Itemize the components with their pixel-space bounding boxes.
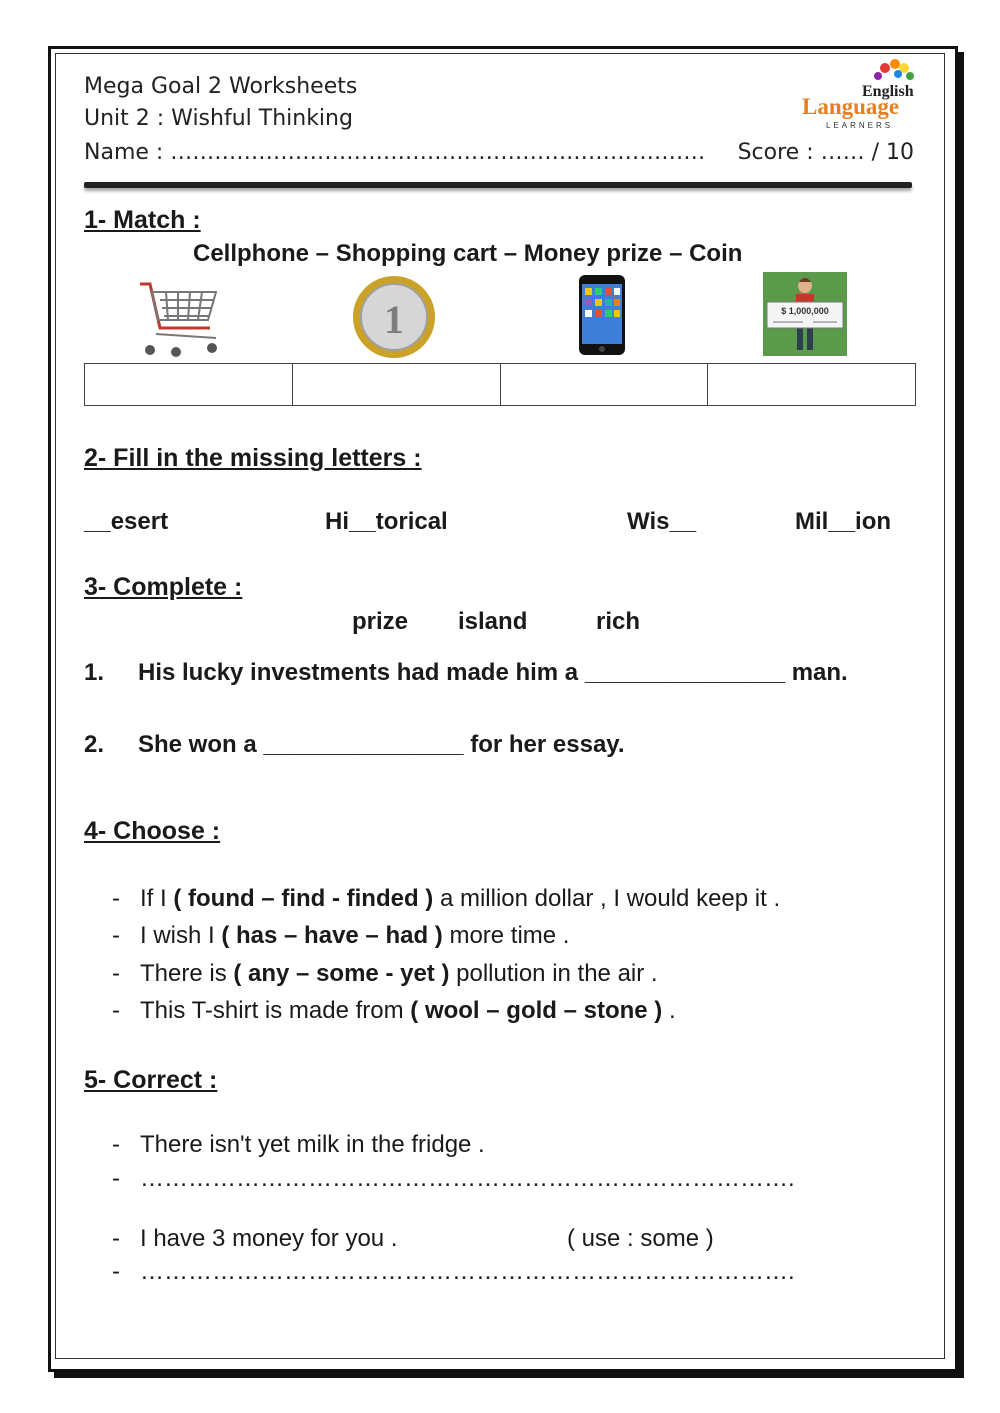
missing-letter-word[interactable]: Wis__ (627, 508, 697, 535)
choose-item[interactable]: - There is ( any – some - yet ) pollution in the air . (112, 960, 658, 987)
coin-image (350, 275, 438, 359)
correct-hint: ( use : some ) (567, 1225, 714, 1252)
logo-english: English (862, 83, 914, 100)
answer-line[interactable]: - ………………………………………………………………………. (112, 1258, 795, 1285)
answer-dots: ………………………………………………………………………. (140, 1165, 795, 1192)
complete-item-number: 2. (84, 731, 105, 758)
logo-language: Language (802, 94, 900, 119)
match-word-bank: Cellphone – Shopping cart – Money prize – Coin (193, 240, 743, 267)
prize-amount: $ 1,000,000 (781, 306, 829, 316)
word-bank-item: rich (596, 608, 641, 635)
word-bank-item: island (458, 608, 528, 635)
choose-before: There is (140, 960, 234, 987)
score-field: Score : …… / 10 (737, 140, 914, 165)
answer-dots: ………………………………………………………………………. (140, 1258, 795, 1285)
shopping-cart-image (136, 278, 222, 358)
section-1-title: 1- Match : (84, 206, 201, 234)
missing-letter-word[interactable]: Hi__torical (325, 508, 448, 535)
money-prize-image (763, 272, 847, 356)
answer-cell[interactable] (85, 364, 293, 406)
worksheet-title: Mega Goal 2 Worksheets (84, 74, 358, 99)
choose-after: pollution in the air . (449, 960, 658, 987)
complete-item-number: 1. (84, 659, 105, 686)
correct-sentence: There isn't yet milk in the fridge . (140, 1131, 485, 1158)
choose-after: more time . (442, 922, 570, 949)
choose-before: If I (140, 885, 174, 912)
choose-options[interactable]: ( any – some - yet ) (233, 960, 450, 987)
choose-item[interactable]: - This T-shirt is made from ( wool – gold – stone ) . (112, 997, 676, 1024)
cellphone-image (578, 274, 626, 356)
word-bank-item: prize (352, 608, 409, 635)
choose-item[interactable]: - If I ( found – find - finded ) a million dollar , I would keep it . (112, 885, 781, 912)
correct-item: - I have 3 money for you . (112, 1225, 398, 1252)
choose-options[interactable]: ( has – have – had ) (221, 922, 443, 949)
section-2-title: 2- Fill in the missing letters : (84, 444, 422, 472)
choose-after: . (662, 997, 676, 1024)
coin-value: 1 (384, 297, 404, 342)
answer-cell[interactable] (708, 364, 916, 406)
shopping-cart-icon (140, 284, 216, 338)
choose-options[interactable]: ( wool – gold – stone ) (410, 997, 663, 1024)
name-field[interactable]: Name : ……………………………………………….……………… (84, 140, 706, 165)
hands-logo-icon (874, 59, 914, 80)
correct-sentence: I have 3 money for you . (140, 1225, 398, 1252)
section-4-title: 4- Choose : (84, 817, 221, 845)
header-divider (84, 182, 912, 188)
choose-after: a million dollar , I would keep it . (433, 885, 781, 912)
logo-learners: LEARNERS (826, 121, 894, 130)
answer-cell[interactable] (500, 364, 708, 406)
choose-before: This T-shirt is made from (140, 997, 411, 1024)
complete-sentence[interactable]: His lucky investments had made him a _______________ man. (138, 659, 848, 686)
missing-letter-word[interactable]: Mil__ion (795, 508, 892, 535)
answer-cell[interactable] (292, 364, 500, 406)
correct-item: - There isn't yet milk in the fridge . (112, 1131, 485, 1158)
ell-logo (800, 56, 925, 132)
unit-title: Unit 2 : Wishful Thinking (84, 106, 353, 131)
choose-options[interactable]: ( found – find - finded ) (173, 885, 434, 912)
missing-letter-word[interactable]: __esert (84, 508, 169, 535)
complete-sentence[interactable]: She won a _______________ for her essay. (138, 731, 625, 758)
choose-item[interactable]: - I wish I ( has – have – had ) more time . (112, 922, 570, 949)
section-3-title: 3- Complete : (84, 573, 243, 601)
section-5-title: 5- Correct : (84, 1066, 218, 1094)
match-answer-table (84, 363, 916, 406)
choose-before: I wish I (140, 922, 222, 949)
answer-line[interactable]: - ………………………………………………………………………. (112, 1165, 795, 1192)
